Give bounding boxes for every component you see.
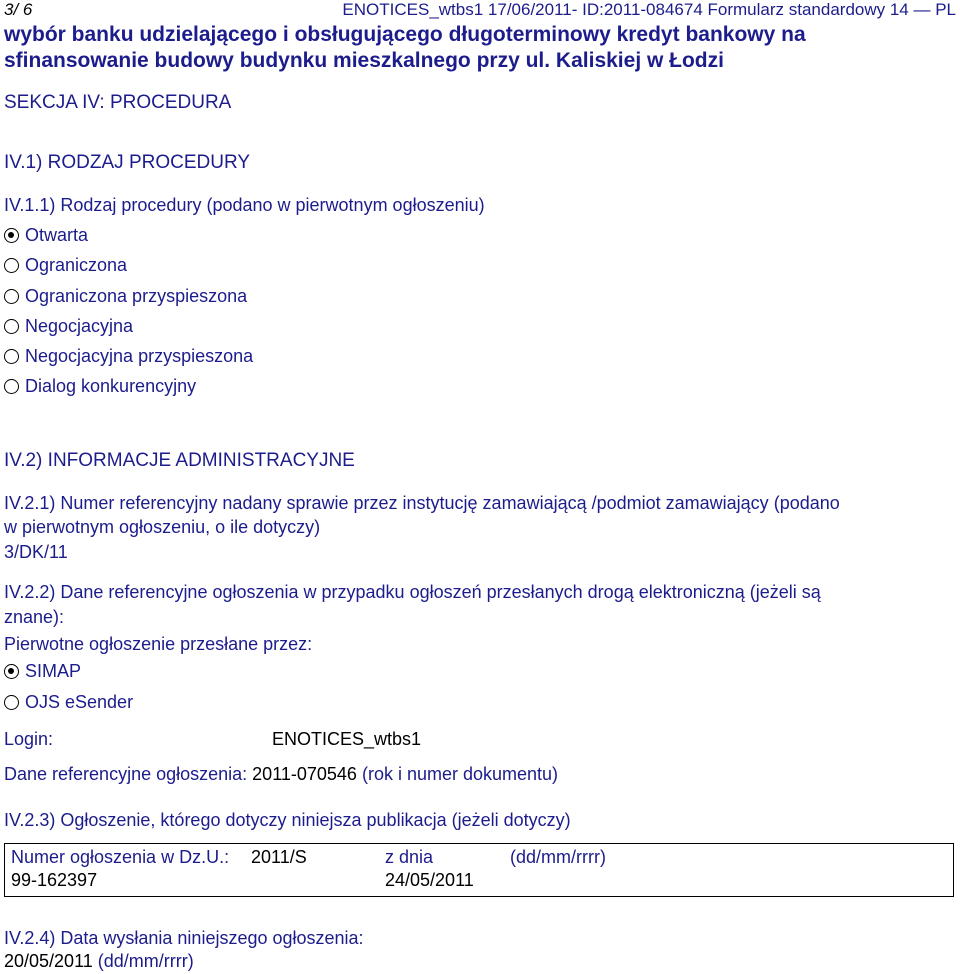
notice-number-value-a: 2011/S [251,847,307,867]
iv2-1-note-cont: w pierwotnym ogłoszeniu, o ile dotyczy) [4,517,321,537]
page-number: 3/ 6 [4,0,33,19]
radio-unchecked-icon[interactable] [4,289,19,304]
iv1-1-label: IV.1.1) Rodzaj procedury [4,195,202,215]
iv2-2-note: (jeżeli są [749,582,821,602]
iv2-4-label [4,927,364,949]
previous-notice-box [4,843,954,897]
iv2-3-note: (jeżeli dotyczy) [451,810,571,830]
radio-checked-icon[interactable] [4,664,19,679]
radio-checked-icon[interactable] [4,228,19,243]
procedure-option[interactable] [4,224,88,246]
ref-value: 2011-070546 [252,764,357,784]
iv2-4-value-row [4,950,194,972]
iv2-1-note: (podano [773,493,840,513]
iv2-1-label-row [4,492,840,514]
dispatch-date-format: (dd/mm/rrrr) [97,951,194,971]
dispatch-date-value: 20/05/2011 [4,951,93,971]
procedure-option-label: Ograniczona przyspieszona [25,286,248,306]
procedure-option-label: Otwarta [25,225,89,245]
radio-unchecked-icon[interactable] [4,695,19,710]
radio-unchecked-icon[interactable] [4,349,19,364]
sent-by-label: Pierwotne ogłoszenie przesłane przez: [4,634,313,654]
notice-title-line-2: sfinansowanie budowy budynku mieszkalnego przy ul. Kaliskiej w Łodzi [4,49,724,72]
notice-title-line-1: wybór banku udzielającego i obsługującego długoterminowy kredyt bankowy na [4,23,806,46]
login-value: ENOTICES_wtbs1 [272,729,422,749]
iv2-3-label: IV.2.3) Ogłoszenie, którego dotyczy niniejsza publikacja [4,810,447,830]
page-header [4,0,956,20]
sent-by-option[interactable] [4,660,81,682]
procedure-option[interactable] [4,345,253,367]
radio-unchecked-icon[interactable] [4,379,19,394]
ref-note: (rok i numer dokumentu) [361,764,559,784]
notice-date-value: 24/05/2011 [385,870,474,890]
iv2-4-label-text: IV.2.4) Data wysłania niniejszego ogłoszenia: [4,928,364,948]
procedure-option[interactable] [4,285,247,307]
sent-by-option[interactable] [4,691,133,713]
login-label: Login: [4,729,54,749]
notice-date-label: z dnia [385,847,434,867]
iv2-3-label-row [4,809,571,831]
header-meta: ENOTICES_wtbs1 17/06/2011- ID:2011-084674 Formularz standardowy 14 — PL [342,0,956,19]
notice-number-value-b: 99-162397 [11,870,98,890]
notice-number-label: Numer ogłoszenia w Dz.U.: [11,847,230,867]
iv1-1-note: (podano w pierwotnym ogłoszeniu) [206,195,485,215]
iv1-1-label-row [4,194,485,216]
ref-label: Dane referencyjne ogłoszenia: [4,764,248,784]
radio-unchecked-icon[interactable] [4,319,19,334]
iv2-1-label: IV.2.1) Numer referencyjny nadany sprawie przez instytucję zamawiającą /podmiot zamawiający [4,493,769,513]
procedure-option[interactable] [4,315,133,337]
iv2-2-label-row [4,581,821,603]
section-heading: SEKCJA IV: PROCEDURA [4,92,232,113]
iv2-2-label: IV.2.2) Dane referencyjne ogłoszenia w przypadku ogłoszeń przesłanych drogą elektroniczną [4,582,745,602]
procedure-option-label: Negocjacyjna [25,316,134,336]
iv2-1-value: 3/DK/11 [4,542,68,562]
ref-row [4,763,558,785]
procedure-option-label: Negocjacyjna przyspieszona [25,346,254,366]
radio-unchecked-icon[interactable] [4,258,19,273]
procedure-option[interactable] [4,254,127,276]
sent-by-option-label: OJS eSender [25,692,134,712]
iv2-2-note-cont: znane): [4,607,65,627]
procedure-option[interactable] [4,375,196,397]
iv1-heading: IV.1) RODZAJ PROCEDURY [4,152,250,173]
notice-date-format: (dd/mm/rrrr) [510,847,606,867]
procedure-option-label: Dialog konkurencyjny [25,376,197,396]
procedure-option-label: Ograniczona [25,255,128,275]
iv2-heading: IV.2) INFORMACJE ADMINISTRACYJNE [4,450,355,471]
sent-by-option-label: SIMAP [25,661,82,681]
